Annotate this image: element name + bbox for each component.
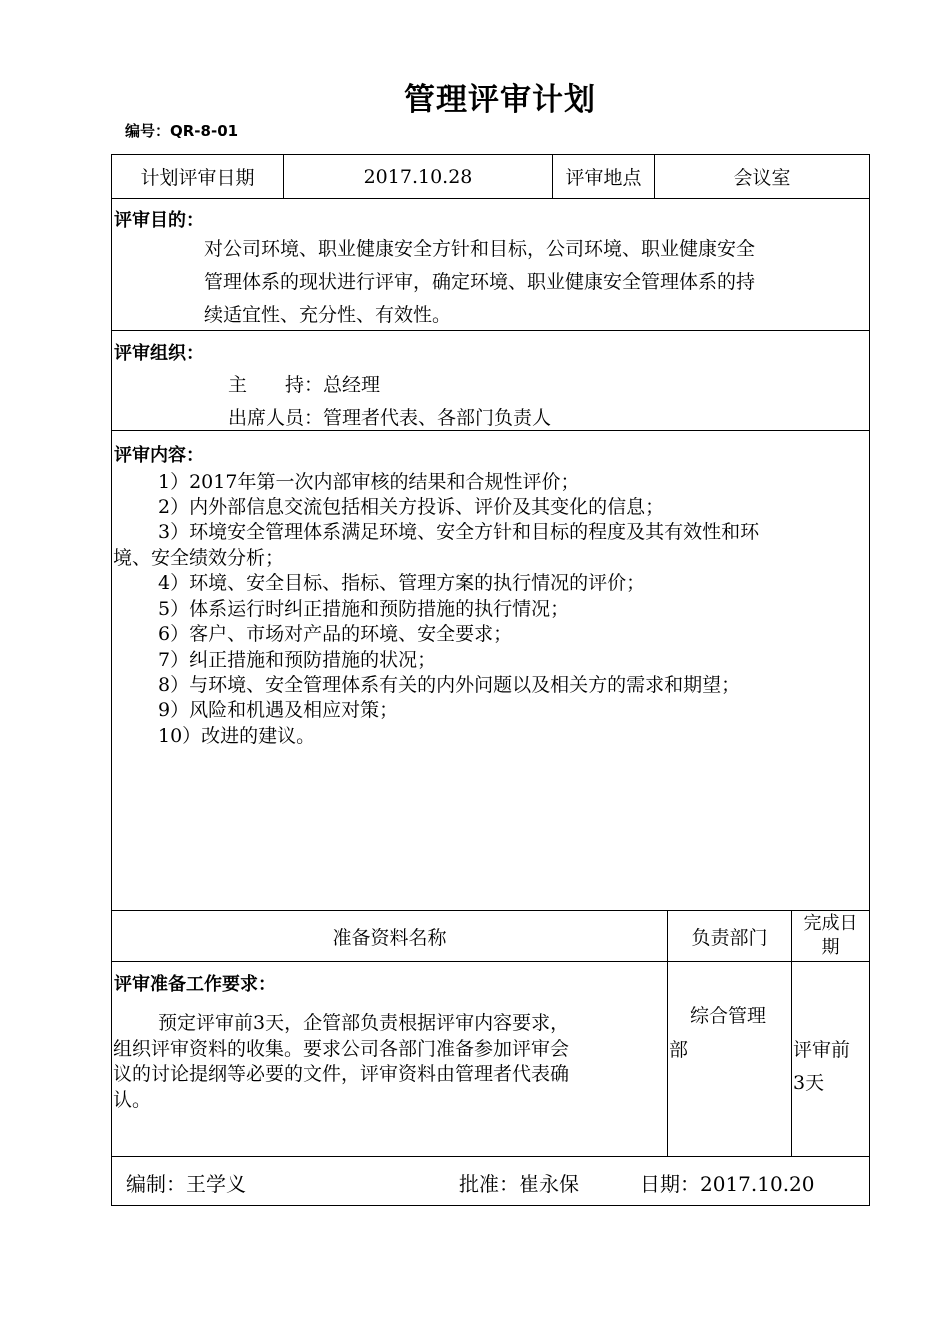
organization-attendees: 出席人员：管理者代表、各部门负责人	[228, 407, 552, 429]
purpose-heading: 评审目的：	[114, 210, 204, 231]
footer-date: 日期：2017.10.20	[640, 1172, 815, 1196]
requirements-line: 认。	[113, 1089, 152, 1111]
content-item: 10）改进的建议。	[158, 725, 316, 747]
date-value: 2017.10.28	[363, 165, 473, 188]
place-value: 会议室	[733, 167, 791, 189]
place-label: 评审地点	[565, 167, 642, 189]
requirements-dept: 综合管理	[690, 1005, 767, 1027]
requirements-line: 组织评审资料的收集。要求公司各部门准备参加评审会	[113, 1038, 570, 1060]
content-item: 5）体系运行时纠正措施和预防措施的执行情况；	[158, 598, 570, 620]
content-item: 2）内外部信息交流包括相关方投诉、评价及其变化的信息；	[158, 496, 665, 518]
content-item: 境、安全绩效分析；	[113, 547, 285, 569]
page-title: 管理评审计划	[404, 82, 596, 118]
purpose-line: 管理体系的现状进行评审，确定环境、职业健康安全管理体系的持	[204, 271, 756, 293]
document-number: 编号：QR-8-01	[125, 122, 239, 140]
content-item: 4）环境、安全目标、指标、管理方案的执行情况的评价；	[158, 572, 646, 594]
purpose-line: 续适宜性、充分性、有效性。	[204, 304, 452, 326]
content-item: 3）环境安全管理体系满足环境、安全方针和目标的程度及其有效性和环	[158, 521, 760, 543]
prep-col-date-line: 期	[821, 937, 840, 958]
prep-col-dept: 负责部门	[691, 926, 768, 949]
requirements-heading: 评审准备工作要求：	[114, 974, 276, 995]
content-item: 1）2017年第一次内部审核的结果和合规性评价；	[158, 471, 580, 493]
requirements-line: 预定评审前3天，企管部负责根据评审内容要求，	[158, 1012, 570, 1034]
purpose-line: 对公司环境、职业健康安全方针和目标，公司环境、职业健康安全	[204, 238, 756, 260]
content-item: 7）纠正措施和预防措施的状况；	[158, 649, 437, 671]
date-label: 计划评审日期	[140, 167, 255, 189]
requirements-date-cont: 3天	[793, 1072, 825, 1094]
content-item: 9）风险和机遇及相应对策；	[158, 699, 399, 721]
prep-col-date-line: 完成日	[803, 913, 858, 934]
requirements-line: 议的讨论提纲等必要的文件，评审资料由管理者代表确	[113, 1063, 570, 1085]
approved-by: 批准：崔永保	[459, 1172, 579, 1196]
requirements-date: 评审前	[793, 1039, 851, 1061]
content-item: 6）客户、市场对产品的环境、安全要求；	[158, 623, 513, 645]
prepared-by: 编制：王学义	[126, 1172, 246, 1196]
purpose-text	[204, 233, 755, 332]
organization-host: 主 持：总经理	[228, 374, 381, 396]
prep-col-name: 准备资料名称	[332, 926, 447, 949]
requirements-dept-cont: 部	[669, 1039, 689, 1061]
content-item: 8）与环境、安全管理体系有关的内外问题以及相关方的需求和期望；	[158, 674, 741, 696]
organization-heading: 评审组织：	[114, 343, 204, 364]
prep-col-date	[792, 911, 869, 961]
content-heading: 评审内容：	[114, 445, 204, 466]
